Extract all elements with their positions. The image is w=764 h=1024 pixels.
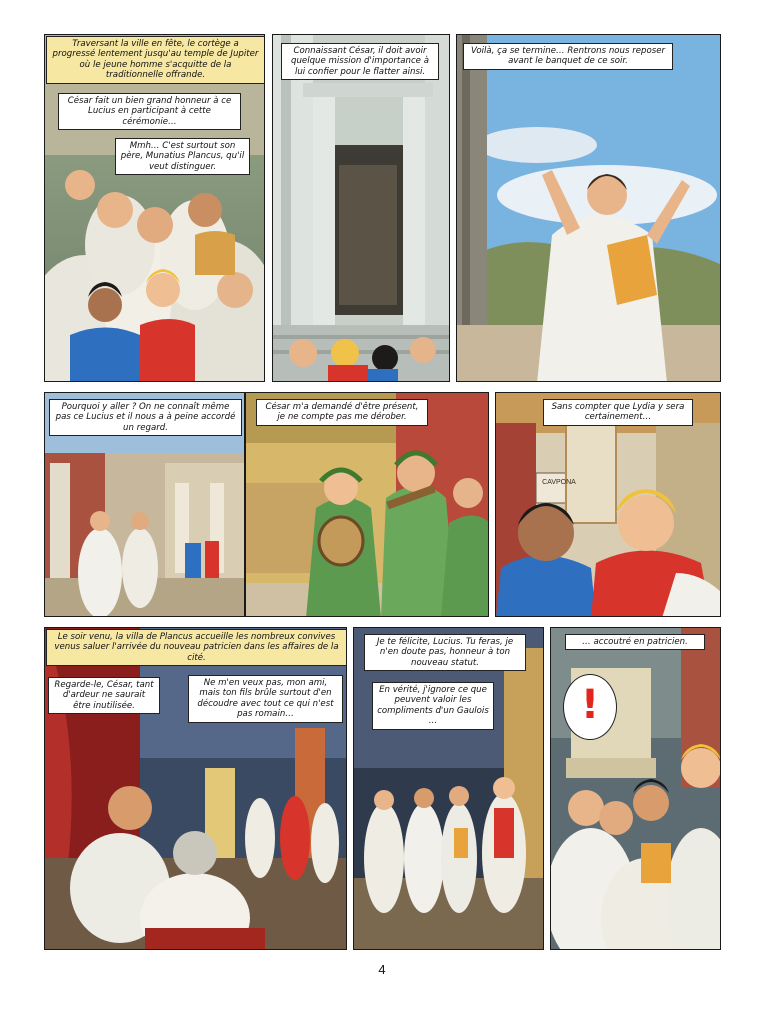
panel-9-balloon-1: … accoutré en patricien.	[565, 634, 705, 650]
panel-8-balloon-2: En vérité, j'ignore ce que peuvent valoir les compliments d'un Gaulois …	[372, 682, 494, 730]
panel-6-two-boys	[495, 392, 721, 617]
panel-2-balloon-1: Connaissant César, il doit avoir quelque mission d'importance à lui confier pour le flatter ainsi.	[281, 43, 439, 80]
panel-9-art	[551, 628, 721, 950]
panel-5-art	[246, 393, 489, 617]
panel-7-villa-evening	[44, 627, 347, 950]
panel-1-caption: Traversant la ville en fête, le cortège a progressé lentement jusqu'au temple de Jupiter où le jeune homme s'acquitte de la traditionnelle offrande.	[46, 36, 265, 84]
panel-1-temple-procession	[44, 34, 265, 382]
panel-8-congratulations	[353, 627, 544, 950]
panel-2-temple-columns	[272, 34, 450, 382]
panel-4-street-procession	[44, 392, 245, 617]
panel-8-balloon-1: Je te félicite, Lucius. Tu feras, je n'en doute pas, honneur à ton nouveau statut.	[364, 634, 526, 671]
tavern-sign: CAVPONA	[542, 479, 576, 486]
panel-4-balloon-1: Pourquoi y aller ? On ne connaît même pas ce Lucius et il nous a à peine accordé un regard.	[49, 399, 242, 436]
panel-2-art	[273, 35, 450, 382]
panel-3-lucius-arms-raised	[456, 34, 721, 382]
panel-1-art	[45, 35, 265, 382]
panel-5-balloon-1: César m'a demandé d'être présent, je ne compte pas me dérober.	[256, 399, 428, 426]
panel-1-balloon-2: Mmh… C'est surtout son père, Munatius Plancus, qu'il veut distinguer.	[115, 138, 250, 175]
exclamation-mark: !	[580, 682, 600, 728]
panel-5-musicians	[245, 392, 489, 617]
panel-7-balloon-1: Regarde-le, César, tant d'ardeur ne saurait être inutilisée.	[48, 677, 160, 714]
panel-3-balloon-1: Voilà, ça se termine… Rentrons nous reposer avant le banquet de ce soir.	[463, 43, 673, 70]
panel-3-art	[457, 35, 721, 382]
panel-8-art	[354, 628, 544, 950]
panel-6-balloon-1: Sans compter que Lydia y sera certainement…	[543, 399, 693, 426]
panel-9-surprised-guests	[550, 627, 721, 950]
panel-1-balloon-1: César fait un bien grand honneur à ce Lucius en participant à cette cérémonie…	[58, 93, 241, 130]
exclamation-balloon	[563, 674, 617, 740]
panel-7-balloon-2: Ne m'en veux pas, mon ami, mais ton fils brûle surtout d'en découdre avec tout ce qui n'est pas romain…	[188, 675, 343, 723]
panel-7-caption: Le soir venu, la villa de Plancus accueille les nombreux convives venus saluer l'arrivée du nouveau patricien dans les affaires de la cité.	[46, 629, 347, 666]
panel-6-art	[496, 393, 721, 617]
page-number: 4	[378, 962, 386, 977]
